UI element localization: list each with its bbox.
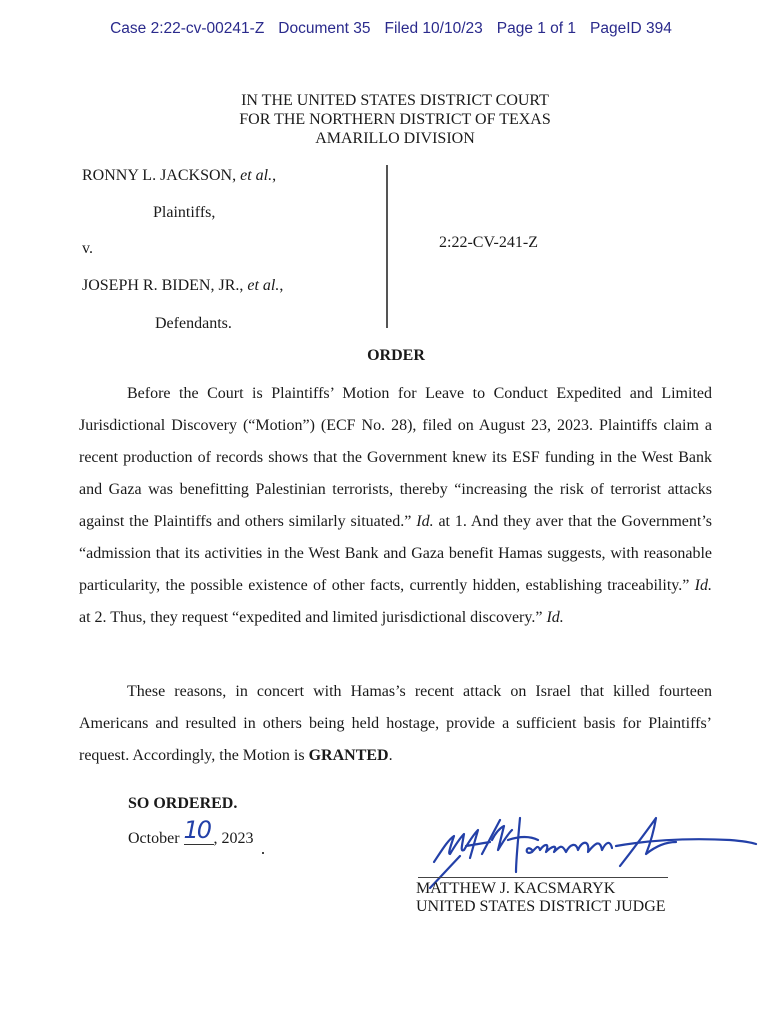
date-day-blank <box>183 816 214 845</box>
filed-date-stamp: Filed 10/10/23 <box>384 20 483 37</box>
ecf-header-stamp <box>0 20 782 38</box>
plaintiff-name: RONNY L. JACKSON, et al., <box>82 167 277 184</box>
so-ordered: SO ORDERED. <box>128 795 238 812</box>
order-title: ORDER <box>367 347 425 364</box>
judge-title: UNITED STATES DISTRICT JUDGE <box>416 898 666 915</box>
court-heading-line-3: AMARILLO DIVISION <box>315 130 475 147</box>
case-number: 2:22-CV-241-Z <box>439 234 538 251</box>
granted-text: GRANTED <box>308 747 389 764</box>
court-heading-line-2: FOR THE NORTHERN DISTRICT OF TEXAS <box>239 111 551 128</box>
stray-mark <box>262 852 264 854</box>
defendant-name: JOSEPH R. BIDEN, JR., et al., <box>82 277 284 294</box>
order-paragraph-2: These reasons, in concert with Hamas’s recent attack on Israel that killed fourteen Americans and resulted in others being held hostage, provide a sufficient basis for Plaintiffs’ request. Accordingly, the Motion is GRANTED. <box>79 683 712 764</box>
caption-divider <box>386 165 388 328</box>
document-number-stamp: Document 35 <box>278 20 371 37</box>
plaintiff-role: Plaintiffs, <box>153 204 216 221</box>
order-paragraph-1: Before the Court is Plaintiffs’ Motion for Leave to Conduct Expedited and Limited Jurisdictional Discovery (“Motion”) (ECF No. 28), filed on August 23, 2023. Plaintiffs claim a recent production of records shows that the Government knew its ESF funding in the West Bank and Gaza was benefitting Palestinian terrorists, thereby “increasing the risk of terrorist attacks against the Plaintiffs and others similarly situated.” Id. at 1. And they aver that the Government’s “admission that its activities in the West Bank and Gaza benefit Hamas suggests, with reasonable particularity, the possible existence of other facts, currently hidden, establishing traceability.” Id. at 2. Thus, they request “expedited and limited jurisdictional discovery.” Id. <box>79 385 713 626</box>
judge-signature-icon <box>420 810 770 890</box>
signature-line <box>418 877 668 878</box>
page-id-stamp: PageID 394 <box>590 20 672 37</box>
judge-signature-block <box>416 880 666 916</box>
order-date <box>128 816 254 848</box>
case-number-stamp: Case 2:22-cv-00241-Z <box>110 20 265 37</box>
date-month: October <box>128 830 180 847</box>
page-count-stamp: Page 1 of 1 <box>496 20 577 37</box>
case-caption <box>0 165 782 330</box>
judge-name: MATTHEW J. KACSMARYK <box>416 880 616 897</box>
date-year: , 2023 <box>213 830 254 847</box>
defendant-role: Defendants. <box>155 315 232 332</box>
handwritten-day: 10 <box>183 816 211 844</box>
court-heading <box>0 91 782 148</box>
court-heading-line-1: IN THE UNITED STATES DISTRICT COURT <box>241 92 549 109</box>
versus: v. <box>82 240 93 257</box>
